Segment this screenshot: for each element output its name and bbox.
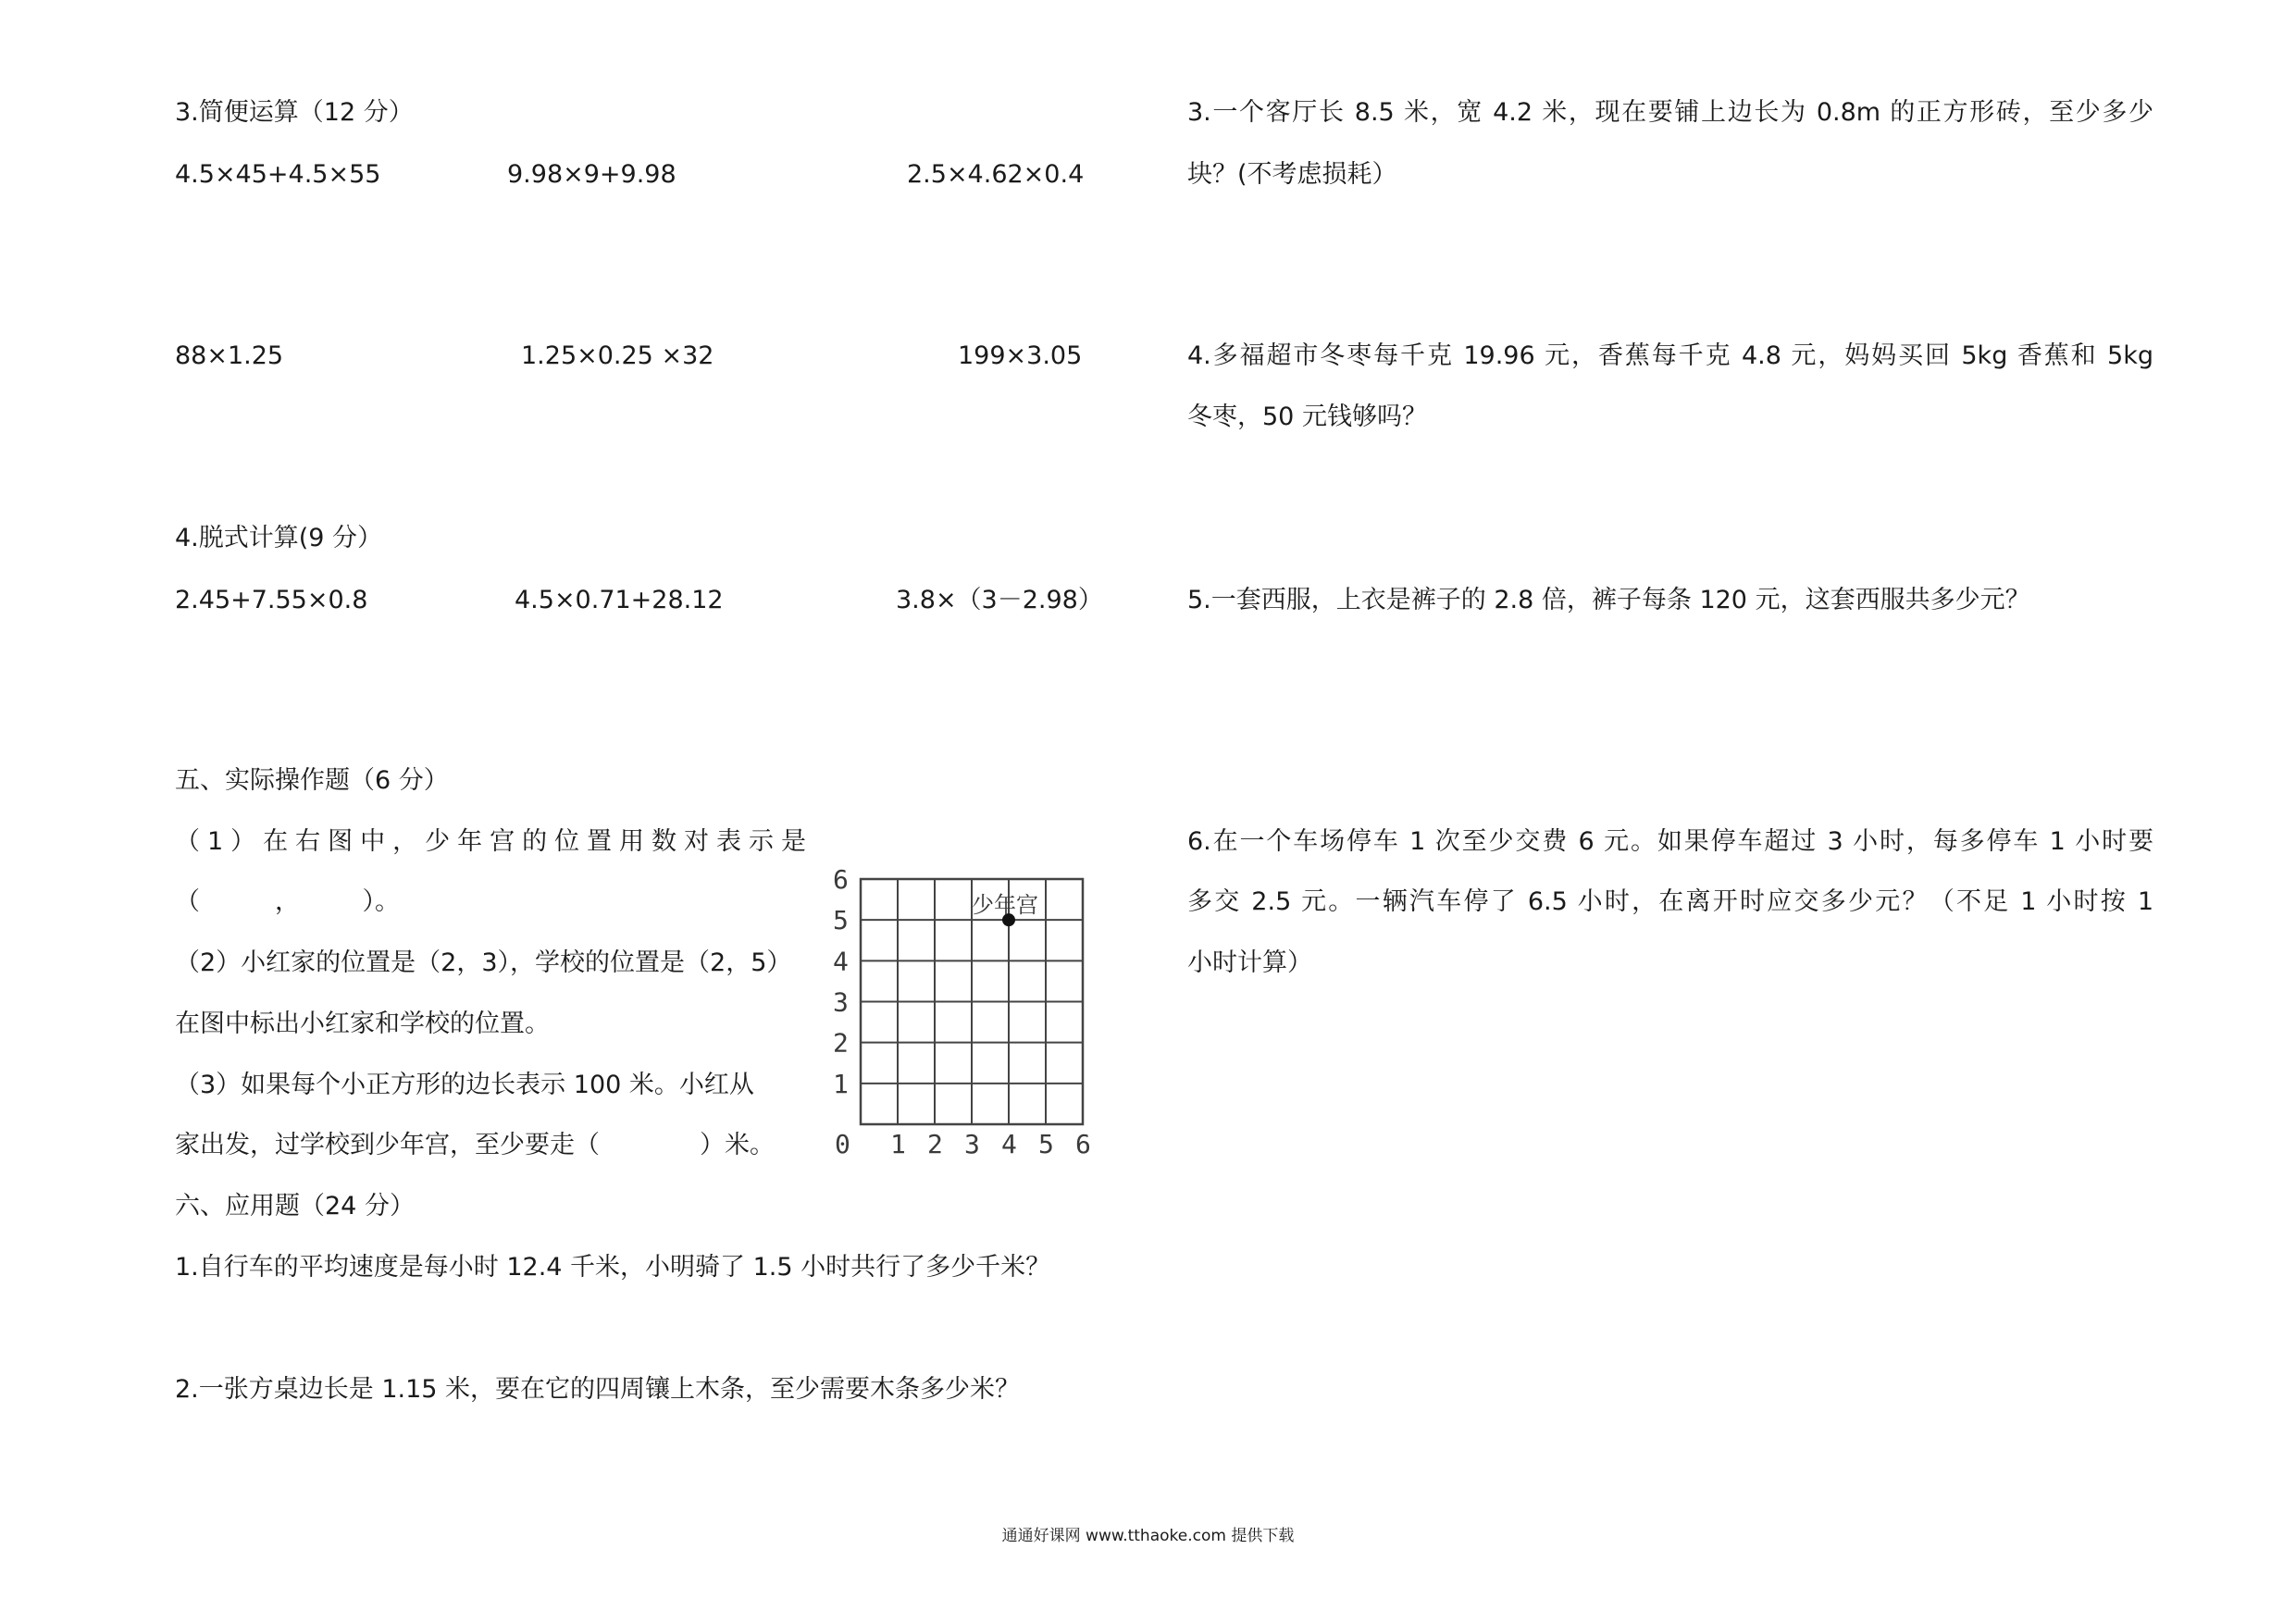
x-tick-label: 0 <box>835 1129 850 1159</box>
expression-4-3: 3.8×（3－2.98） <box>896 586 1103 614</box>
section-6-heading: 六、应用题（24 分） <box>175 1192 415 1220</box>
footer-watermark: 通通好课网 www.tthaoke.com 提供下载 <box>1001 1527 1295 1545</box>
x-tick-label: 1 <box>890 1129 906 1159</box>
problem-6-line-1: 6.在一个车场停车 1 次至少交费 6 元。如果停车超过 3 小时，每多停车 1 小时要 <box>1187 827 2153 856</box>
y-tick-label: 4 <box>833 946 849 977</box>
y-tick-label: 1 <box>833 1068 849 1099</box>
expression-3-4: 88×1.25 <box>175 341 284 370</box>
problem-3-line-1: 3.一个客厅长 8.5 米，宽 4.2 米，现在要铺上边长为 0.8m 的正方形砖，至少多少 <box>1187 98 2153 127</box>
question-2-line-2: 在图中标出小红家和学校的位置。 <box>175 1010 550 1038</box>
section-5-heading: 五、实际操作题（6 分） <box>175 766 449 795</box>
expression-3-3: 2.5×4.62×0.4 <box>907 160 1085 189</box>
y-tick-label: 5 <box>833 905 849 936</box>
expression-4-2: 4.5×0.71+28.12 <box>515 586 724 614</box>
question-3-line-1: （3）如果每个小正方形的边长表示 100 米。小红从 <box>175 1071 754 1099</box>
x-tick-label: 4 <box>1001 1129 1017 1159</box>
landmark-label: 少年宫 <box>972 892 1038 919</box>
question-1-line-1: （1）在右图中，少年宫的位置用数对表示是 <box>175 827 806 856</box>
section-4-heading: 4.脱式计算(9 分） <box>175 524 383 552</box>
x-tick-label: 3 <box>964 1129 980 1159</box>
y-tick-label: 2 <box>833 1027 849 1059</box>
y-tick-label: 3 <box>833 986 849 1018</box>
x-tick-label: 6 <box>1075 1129 1091 1159</box>
expression-3-2: 9.98×9+9.98 <box>507 160 676 189</box>
x-tick-label: 5 <box>1038 1129 1054 1159</box>
question-1-line-2: （ ， ）。 <box>175 887 400 916</box>
y-tick-label: 6 <box>833 868 849 895</box>
problem-4-line-1: 4.多福超市冬枣每千克 19.96 元，香蕉每千克 4.8 元，妈妈买回 5kg 香蕉和 5kg <box>1187 341 2153 370</box>
problem-3-line-2: 块？(不考虑损耗） <box>1187 160 1397 189</box>
expression-3-5: 1.25×0.25 ×32 <box>521 341 714 370</box>
problem-6-line-3: 小时计算） <box>1187 948 1312 977</box>
problem-1: 1.自行车的平均速度是每小时 12.4 千米，小明骑了 1.5 小时共行了多少千米？ <box>175 1253 1051 1282</box>
expression-4-1: 2.45+7.55×0.8 <box>175 586 368 614</box>
section-3-heading: 3.简便运算（12 分） <box>175 98 414 127</box>
x-tick-label: 2 <box>927 1129 943 1159</box>
expression-3-1: 4.5×45+4.5×55 <box>175 160 381 189</box>
problem-5: 5.一套西服，上衣是裤子的 2.8 倍，裤子每条 120 元，这套西服共多少元？ <box>1187 586 2030 614</box>
question-3-line-2: 家出发，过学校到少年宫，至少要走（ ）米。 <box>175 1131 775 1159</box>
question-2-line-1: （2）小红家的位置是（2，3），学校的位置是（2，5） <box>175 948 792 977</box>
problem-2: 2.一张方桌边长是 1.15 米，要在它的四周镶上木条，至少需要木条多少米？ <box>175 1375 1021 1404</box>
coordinate-grid <box>833 868 1092 1169</box>
problem-6-line-2: 多交 2.5 元。一辆汽车停了 6.5 小时，在离开时应交多少元？（不足 1 小时按 1 <box>1187 887 2153 916</box>
problem-4-line-2: 冬枣，50 元钱够吗？ <box>1187 403 1427 431</box>
expression-3-6: 199×3.05 <box>958 341 1083 370</box>
